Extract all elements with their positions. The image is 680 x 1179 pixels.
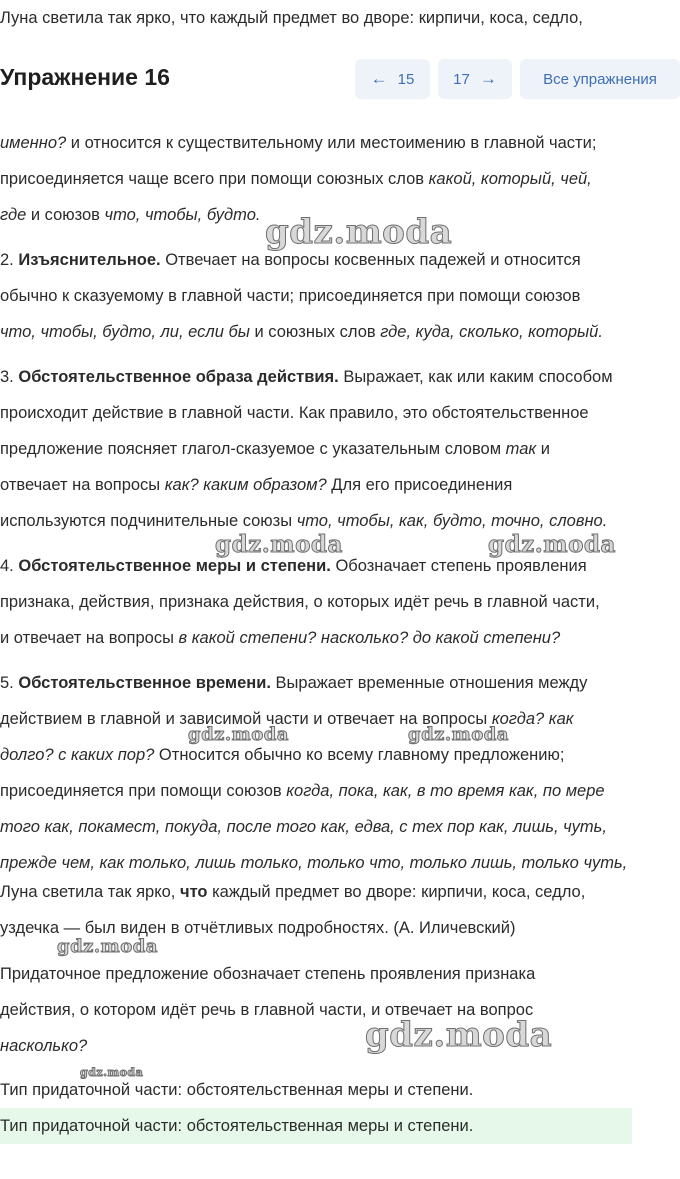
text-line: Тип придаточной части: обстоятельственная меры и степени.	[0, 1081, 474, 1099]
text-line: уздечка — был виден в отчётливых подробностях. (А. Иличевский)	[0, 919, 516, 937]
text-line: предложение поясняет глагол-сказуемое с указательным словом так и	[0, 440, 550, 458]
text-line: насколько?	[0, 1037, 88, 1055]
watermark: gdz.moda	[80, 1066, 144, 1079]
text-line: действия, о котором идёт речь в главной части, и отвечает на вопрос	[0, 1001, 534, 1019]
text-line: долго? с каких пор? Относится обычно ко всему главному предложению;	[0, 746, 565, 764]
text-line: признака, действия, признака действия, о которых идёт речь в главной части,	[0, 593, 600, 611]
text-line: Придаточное предложение обозначает степень проявления признака	[0, 965, 536, 983]
watermark: gdz.moda	[365, 1015, 553, 1055]
text-line: Луна светила так ярко, что каждый предмет во дворе: кирпичи, коса, седло,	[0, 883, 586, 901]
answer-text: Тип придаточной части: обстоятельственная меры и степени.	[0, 1117, 474, 1135]
watermark: gdz.moda	[265, 212, 453, 252]
text-line: 2. Изъяснительное. Отвечает на вопросы косвенных падежей и относится	[0, 251, 581, 269]
text-line: обычно к сказуемому в главной части; присоединяется при помощи союзов	[0, 287, 581, 305]
next-exercise-label: 17	[453, 70, 470, 88]
text-line: именно? и относится к существительному или местоимению в главной части;	[0, 134, 597, 152]
text-line: где и союзов что, чтобы, будто.	[0, 206, 261, 224]
arrow-right-icon: →	[479, 69, 497, 88]
text-line: и отвечает на вопросы в какой степени? насколько? до какой степени?	[0, 629, 561, 647]
watermark: gdz.moda	[57, 936, 158, 957]
text-line: прежде чем, как только, лишь только, только что, только лишь, только чуть,	[0, 854, 628, 872]
next-exercise-button[interactable]	[438, 59, 512, 99]
arrow-left-icon: ←	[370, 69, 388, 88]
text-line: 5. Обстоятельственное времени. Выражает временные отношения между	[0, 674, 588, 692]
exercise-title: Упражнение 16	[0, 64, 170, 90]
all-exercises-button[interactable]	[520, 59, 680, 99]
prev-exercise-label: 15	[397, 70, 415, 88]
prev-exercise-button[interactable]	[355, 59, 430, 99]
text-line: того как, покамест, покуда, после того как, едва, с тех пор как, лишь, чуть,	[0, 818, 607, 836]
watermark: gdz.moda	[188, 724, 289, 745]
text-line: 3. Обстоятельственное образа действия. Выражает, как или каким способом	[0, 368, 613, 386]
text-line: происходит действие в главной части. Как правило, это обстоятельственное	[0, 404, 589, 422]
watermark: gdz.moda	[215, 531, 343, 558]
text-line: действием в главной и зависимой части и отвечает на вопросы когда? как	[0, 710, 574, 728]
watermark: gdz.moda	[488, 531, 616, 558]
text-line: что, чтобы, будто, ли, если бы и союзных слов где, куда, сколько, который.	[0, 323, 603, 341]
text-line: используются подчинительные союзы что, чтобы, как, будто, точно, словно.	[0, 512, 608, 530]
text-line: 4. Обстоятельственное меры и степени. Обозначает степень проявления	[0, 557, 587, 575]
text-line: отвечает на вопросы как? каким образом? Для его присоединения	[0, 476, 513, 494]
top-line: Луна светила так ярко, что каждый предмет во дворе: кирпичи, коса, седло,	[0, 9, 583, 27]
watermark: gdz.moda	[408, 724, 509, 745]
text-line: присоединяется при помощи союзов когда, пока, как, в то время как, по мере	[0, 782, 605, 800]
all-exercises-label: Все упражнения	[543, 70, 657, 88]
text-line: присоединяется чаще всего при помощи союзных слов какой, который, чей,	[0, 170, 592, 188]
